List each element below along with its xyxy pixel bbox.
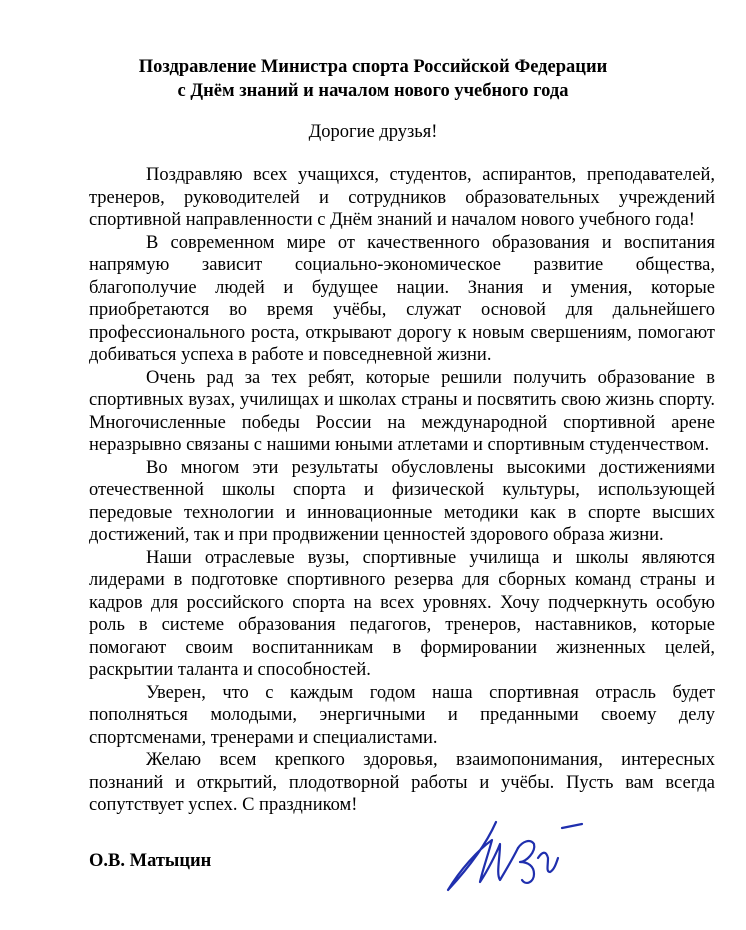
paragraph-3: Очень рад за тех ребят, которые решили получить образование в спортивных вузах, училищах и школах страны и посвятить свою жизнь спорту. Многочисленные победы России на международной спортивной арене неразрывно связаны с нашими юными атлетами и спортивным студенчеством. xyxy=(89,367,715,455)
paragraph-5: Наши отраслевые вузы, спортивные училища и школы являются лидерами в подготовке спортивного резерва для сборных команд страны и кадров для российского спорта на всех уровнях. Хочу подчеркнуть особую роль в системе образования педагогов, тренеров, наставников, которые помогают своим воспитанникам в формировании жизненных целей, раскрытии таланта и способностей. xyxy=(89,547,715,680)
handwritten-signature xyxy=(430,800,600,910)
paragraph-1: Поздравляю всех учащихся, студентов, аспирантов, преподавателей, тренеров, руководителей и сотрудников образовательных учреждений спортивной направленности с Днём знаний и началом нового учебного года! xyxy=(89,165,715,230)
letter-body xyxy=(89,164,715,817)
paragraph-6: Уверен, что с каждым годом наша спортивная отрасль будет пополняться молодыми, энергичными и преданными своему делу спортсменами, тренерами и специалистами. xyxy=(89,682,715,748)
signer-name: О.В. Матыцин xyxy=(89,851,212,871)
title-line-2: с Днём знаний и началом нового учебного года xyxy=(177,81,569,101)
title-line-1: Поздравление Министра спорта Российской Федерации xyxy=(138,57,608,77)
letter-title xyxy=(0,55,746,103)
paragraph-2: В современном мире от качественного образования и воспитания напрямую зависит социально-экономическое развитие общества, благополучие людей и будущее нации. Знания и умения, которые приобретаются во время учёбы, служат основой для дальнейшего профессионального роста, открывают дорогу к новым свершениям, помогают добиваться успеха в работе и повседневной жизни. xyxy=(89,232,715,365)
paragraph-7: Желаю всем крепкого здоровья, взаимопонимания, интересных познаний и открытий, плодотворной работы и учёбы. Пусть вам всегда сопутствует успех. С праздником! xyxy=(89,750,715,815)
greeting: Дорогие друзья! xyxy=(308,122,438,142)
paragraph-4: Во многом эти результаты обусловлены высокими достижениями отечественной школы спорта и физической культуры, использующей передовые технологии и инновационные методики как в спорте высших достижений, так и при продвижении ценностей здорового образа жизни. xyxy=(89,457,715,545)
